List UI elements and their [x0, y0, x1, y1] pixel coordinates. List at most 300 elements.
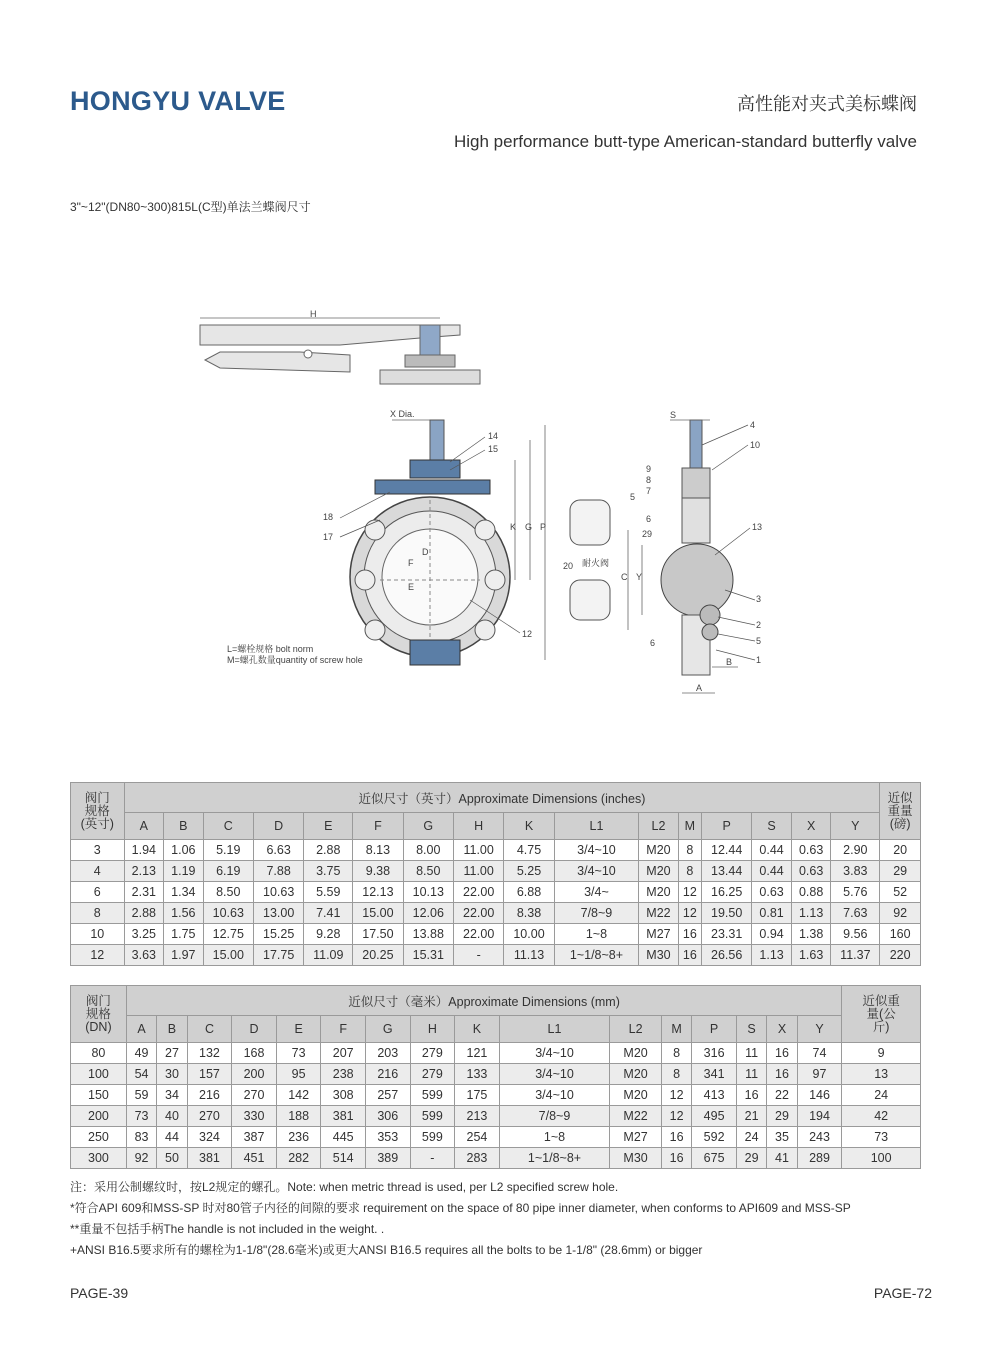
table-cell: 16: [678, 924, 701, 945]
table-cell: 3/4~10: [499, 1085, 610, 1106]
table-cell: 8.50: [203, 882, 253, 903]
table-cell: 1.75: [164, 924, 204, 945]
table-cell: 15.31: [403, 945, 453, 966]
table-cell: 220: [880, 945, 921, 966]
table-cell: 6.19: [203, 861, 253, 882]
column-header: E: [304, 813, 353, 840]
weight-header: [880, 783, 921, 840]
table-cell: 20: [880, 840, 921, 861]
table-cell: 21: [736, 1106, 766, 1127]
dim-label-d: D: [422, 547, 429, 557]
column-header: Y: [797, 1016, 842, 1043]
table-cell: M20: [610, 1085, 662, 1106]
table-cell: M20: [639, 882, 679, 903]
table-cell: 50: [157, 1148, 187, 1169]
table-cell: 10.63: [253, 882, 303, 903]
table-cell: 6.88: [504, 882, 554, 903]
table-cell: 381: [321, 1106, 366, 1127]
table-cell: 12.44: [701, 840, 751, 861]
table-cell: 2.88: [124, 903, 164, 924]
table-cell: 142: [276, 1085, 321, 1106]
column-header: F: [353, 813, 403, 840]
size-header-line: (DN): [85, 1019, 112, 1034]
table-cell: 1.97: [164, 945, 204, 966]
table-cell: 9.38: [353, 861, 403, 882]
column-header: L1: [554, 813, 639, 840]
table-cell: 15.00: [203, 945, 253, 966]
table-cell: 413: [692, 1085, 737, 1106]
table-cell: 13: [842, 1064, 921, 1085]
table-cell: 11.09: [304, 945, 353, 966]
dim-label-a: A: [696, 683, 703, 693]
table-cell: 1.06: [164, 840, 204, 861]
table-cell: 324: [187, 1127, 232, 1148]
part-4: 4: [750, 420, 756, 430]
column-header: L2: [639, 813, 679, 840]
table-cell: 7.63: [831, 903, 880, 924]
table-cell: 92: [880, 903, 921, 924]
table-cell: 0.44: [752, 840, 792, 861]
table-cell: 0.88: [791, 882, 831, 903]
column-header: B: [164, 813, 204, 840]
table-cell: 283: [455, 1148, 500, 1169]
dim-label-e: E: [408, 582, 415, 592]
part-6b: 6: [650, 638, 656, 648]
table-cell: 2.90: [831, 840, 880, 861]
table-cell: 6: [71, 882, 125, 903]
table-cell: 289: [797, 1148, 842, 1169]
weight-header-line: 量(公: [866, 1006, 896, 1021]
table-cell: 23.31: [701, 924, 751, 945]
table-cell: 316: [692, 1043, 737, 1064]
table-cell: 0.44: [752, 861, 792, 882]
table-cell: 10.63: [203, 903, 253, 924]
table-cell: 15.25: [253, 924, 303, 945]
part-12: 12: [522, 629, 533, 639]
table-cell: 11.00: [453, 840, 503, 861]
table-cell: 12: [71, 945, 125, 966]
table-cell: 29: [736, 1148, 766, 1169]
note-line: *符合API 609和MSS-SP 时对80管子内径的间隙的要求 requirement on the space of 80 pipe inner diameter, when conforms to API609 and MSS-SP: [70, 1201, 851, 1215]
column-header: F: [321, 1016, 366, 1043]
table-cell: 3/4~: [554, 882, 639, 903]
table-row: [71, 1085, 921, 1106]
part-9: 9: [646, 464, 652, 474]
table-cell: 213: [455, 1106, 500, 1127]
table-cell: 16.25: [701, 882, 751, 903]
table-cell: 599: [410, 1085, 455, 1106]
part-1: 1: [756, 655, 762, 665]
weight-header: [842, 986, 921, 1043]
part-8: 8: [646, 475, 652, 485]
weight-header-line: 近似重: [862, 993, 900, 1008]
part-18: 18: [323, 512, 334, 522]
page-number-left: PAGE-39: [70, 1285, 129, 1301]
weight-header-line: 近似: [887, 790, 913, 805]
dim-label-g: G: [525, 522, 533, 532]
table-cell: M30: [639, 945, 679, 966]
table-cell: 188: [276, 1106, 321, 1127]
table-cell: 279: [410, 1043, 455, 1064]
table-cell: 22: [767, 1085, 797, 1106]
part-3: 3: [756, 594, 762, 604]
dim-label-s: S: [670, 410, 677, 420]
table-cell: 5.59: [304, 882, 353, 903]
table-cell: M27: [610, 1127, 662, 1148]
table-row: [71, 945, 921, 966]
table-cell: 3: [71, 840, 125, 861]
table-cell: 12: [661, 1085, 691, 1106]
table-cell: 4: [71, 861, 125, 882]
table-cell: 52: [880, 882, 921, 903]
column-header: P: [692, 1016, 737, 1043]
table-cell: 11.00: [453, 861, 503, 882]
table-cell: 73: [842, 1127, 921, 1148]
table-row: [71, 861, 921, 882]
table-cell: 592: [692, 1127, 737, 1148]
table-cell: 3/4~10: [554, 840, 639, 861]
valve-front-view: [350, 420, 510, 665]
column-header: A: [124, 813, 164, 840]
column-header: E: [276, 1016, 321, 1043]
dim-label-k: K: [510, 522, 517, 532]
table-cell: 257: [365, 1085, 410, 1106]
table-cell: 254: [455, 1127, 500, 1148]
table-cell: 30: [157, 1064, 187, 1085]
note-line: +ANSI B16.5要求所有的螺栓为1-1/8"(28.6毫米)或更大ANSI B16.5 requires all the bolts to be 1-1/8" (28.6mm) or bigger: [70, 1243, 703, 1257]
column-header: G: [365, 1016, 410, 1043]
table-cell: 16: [736, 1085, 766, 1106]
table-row: [71, 903, 921, 924]
table-cell: 8.13: [353, 840, 403, 861]
table-cell: 599: [410, 1106, 455, 1127]
table-cell: 12: [678, 903, 701, 924]
table-cell: M22: [610, 1106, 662, 1127]
table-cell: 97: [797, 1064, 842, 1085]
table-cell: 207: [321, 1043, 366, 1064]
table-cell: 16: [767, 1064, 797, 1085]
table-cell: M20: [610, 1064, 662, 1085]
column-header: A: [126, 1016, 156, 1043]
dim-label-h: H: [310, 309, 317, 319]
valve-side-view: [570, 420, 733, 675]
table-cell: 95: [276, 1064, 321, 1085]
part-17: 17: [323, 532, 334, 542]
table-cell: 42: [842, 1106, 921, 1127]
size-header-line: 规格: [84, 803, 110, 818]
table-cell: 8.00: [403, 840, 453, 861]
table-row: [71, 924, 921, 945]
table-cell: 238: [321, 1064, 366, 1085]
table-cell: 12: [661, 1106, 691, 1127]
table-cell: 1.19: [164, 861, 204, 882]
table-cell: 216: [187, 1085, 232, 1106]
table-cell: 1.94: [124, 840, 164, 861]
table-cell: 8: [71, 903, 125, 924]
column-header: S: [752, 813, 792, 840]
table-cell: 514: [321, 1148, 366, 1169]
weight-header-line: (磅): [889, 816, 911, 831]
table-cell: 306: [365, 1106, 410, 1127]
table-cell: 10.00: [504, 924, 554, 945]
table-cell: 168: [232, 1043, 277, 1064]
table-cell: 200: [71, 1106, 127, 1127]
table-cell: 1.34: [164, 882, 204, 903]
part-2: 2: [756, 620, 762, 630]
table-cell: 8: [661, 1043, 691, 1064]
table-cell: 16: [661, 1127, 691, 1148]
table-cell: 7/8~9: [499, 1106, 610, 1127]
table-cell: 4.75: [504, 840, 554, 861]
table-cell: 451: [232, 1148, 277, 1169]
column-header: M: [661, 1016, 691, 1043]
table-row: [71, 1043, 921, 1064]
column-header: L1: [499, 1016, 610, 1043]
table-cell: 381: [187, 1148, 232, 1169]
column-header: M: [678, 813, 701, 840]
table-cell: 8: [678, 861, 701, 882]
table-cell: 40: [157, 1106, 187, 1127]
table-cell: 41: [767, 1148, 797, 1169]
column-header: D: [253, 813, 303, 840]
table-cell: 1~8: [554, 924, 639, 945]
column-header: C: [187, 1016, 232, 1043]
table-cell: 34: [157, 1085, 187, 1106]
table-cell: 0.63: [752, 882, 792, 903]
title-chinese: 高性能对夹式美标蝶阀: [737, 94, 917, 114]
table-cell: 3/4~10: [499, 1064, 610, 1085]
table-cell: 100: [842, 1148, 921, 1169]
table-cell: 35: [767, 1127, 797, 1148]
table-cell: 59: [126, 1085, 156, 1106]
table-cell: 203: [365, 1043, 410, 1064]
dimensions-table-mm: [70, 985, 921, 1169]
table-cell: 121: [455, 1043, 500, 1064]
table-cell: M20: [610, 1043, 662, 1064]
table-cell: 44: [157, 1127, 187, 1148]
table-cell: 7/8~9: [554, 903, 639, 924]
page-number-right: PAGE-72: [873, 1285, 932, 1301]
note-line: 注：采用公制螺纹时，按L2规定的螺孔。Note: when metric thread is used, per L2 specified screw hole.: [70, 1180, 619, 1194]
table-row: [71, 1127, 921, 1148]
table-cell: 3.83: [831, 861, 880, 882]
table-cell: 389: [365, 1148, 410, 1169]
table-cell: 282: [276, 1148, 321, 1169]
note-line: **重量不包括手柄The handle is not included in the weight. .: [70, 1222, 385, 1236]
fireproof-label: 耐火阀: [582, 558, 610, 568]
table-cell: 73: [276, 1043, 321, 1064]
part-14: 14: [488, 431, 499, 441]
table-cell: 27: [157, 1043, 187, 1064]
column-header: D: [232, 1016, 277, 1043]
part-6a: 6: [646, 514, 652, 524]
table-cell: 1~1/8~8+: [554, 945, 639, 966]
table-cell: 2.13: [124, 861, 164, 882]
column-header: S: [736, 1016, 766, 1043]
table-cell: 9.28: [304, 924, 353, 945]
table-cell: 3/4~10: [499, 1043, 610, 1064]
table-cell: 1.13: [752, 945, 792, 966]
part-29: 29: [642, 529, 653, 539]
table-row: [71, 1148, 921, 1169]
table-cell: 11: [736, 1043, 766, 1064]
part-15: 15: [488, 444, 499, 454]
dim-label-c: C: [621, 572, 628, 582]
table-cell: -: [453, 945, 503, 966]
size-header-line: 阀门: [84, 790, 110, 805]
column-header: B: [157, 1016, 187, 1043]
drawing-caption: 3"~12"(DN80~300)815L(C型)单法兰蝶阀尺寸: [70, 200, 311, 214]
table-cell: 13.88: [403, 924, 453, 945]
table-cell: 160: [880, 924, 921, 945]
table-cell: -: [410, 1148, 455, 1169]
part-10: 10: [750, 440, 761, 450]
size-header-line: 阀门: [85, 993, 111, 1008]
table-cell: 8: [661, 1064, 691, 1085]
table-cell: 29: [767, 1106, 797, 1127]
table-cell: 11.13: [504, 945, 554, 966]
table-cell: 29: [880, 861, 921, 882]
brand-title: HONGYU VALVE: [70, 86, 286, 116]
table-cell: 1.56: [164, 903, 204, 924]
table-cell: 133: [455, 1064, 500, 1085]
handle-drawing: [200, 325, 480, 384]
table-cell: 3.25: [124, 924, 164, 945]
column-header: Y: [831, 813, 880, 840]
table-cell: 3.75: [304, 861, 353, 882]
table-cell: 22.00: [453, 903, 503, 924]
table-cell: 16: [767, 1043, 797, 1064]
table-cell: 495: [692, 1106, 737, 1127]
table-cell: M20: [639, 861, 679, 882]
part-13: 13: [752, 522, 763, 532]
table-cell: 16: [661, 1148, 691, 1169]
table-cell: 8: [678, 840, 701, 861]
table-cell: 3.63: [124, 945, 164, 966]
table-cell: 10: [71, 924, 125, 945]
column-header: X: [767, 1016, 797, 1043]
table-cell: 216: [365, 1064, 410, 1085]
table-cell: 270: [232, 1085, 277, 1106]
legend-l: L=螺栓规格 bolt norm: [227, 644, 314, 654]
column-header: C: [203, 813, 253, 840]
table-cell: 0.94: [752, 924, 792, 945]
table-cell: 10.13: [403, 882, 453, 903]
table-cell: 11: [736, 1064, 766, 1085]
table-cell: 157: [187, 1064, 232, 1085]
table-cell: M30: [610, 1148, 662, 1169]
table-cell: 26.56: [701, 945, 751, 966]
dim-label-f: F: [408, 558, 414, 568]
part-7: 7: [646, 486, 652, 496]
notes: [70, 1177, 851, 1261]
column-header: H: [410, 1016, 455, 1043]
table-cell: 8.38: [504, 903, 554, 924]
table-row: [71, 882, 921, 903]
table-cell: 12.13: [353, 882, 403, 903]
table-cell: 194: [797, 1106, 842, 1127]
table-cell: 22.00: [453, 924, 503, 945]
table-title: 近似尺寸（英寸）Approximate Dimensions (inches): [124, 783, 880, 813]
table-cell: 12.06: [403, 903, 453, 924]
table-cell: 16: [678, 945, 701, 966]
table-cell: 13.00: [253, 903, 303, 924]
table-cell: 20.25: [353, 945, 403, 966]
table-title: 近似尺寸（毫米）Approximate Dimensions (mm): [126, 986, 841, 1016]
weight-header-line: 斤): [872, 1019, 890, 1034]
table-cell: 5.25: [504, 861, 554, 882]
table-cell: 0.63: [791, 861, 831, 882]
table-cell: 5.19: [203, 840, 253, 861]
size-header-line: 规格: [85, 1006, 111, 1021]
table-cell: 24: [842, 1085, 921, 1106]
table-row: [71, 840, 921, 861]
column-header: G: [403, 813, 453, 840]
table-cell: 599: [410, 1127, 455, 1148]
table-cell: 2.31: [124, 882, 164, 903]
part-5a: 5: [630, 492, 636, 502]
dim-label-b: B: [726, 657, 733, 667]
table-cell: 11.37: [831, 945, 880, 966]
size-header: [71, 986, 127, 1043]
table-cell: 2.88: [304, 840, 353, 861]
table-cell: 49: [126, 1043, 156, 1064]
table-cell: 92: [126, 1148, 156, 1169]
table-cell: 1~1/8~8+: [499, 1148, 610, 1169]
part-5b: 5: [756, 636, 762, 646]
title-english: High performance butt-type American-standard butterfly valve: [453, 132, 917, 151]
table-cell: 83: [126, 1127, 156, 1148]
table-cell: 6.63: [253, 840, 303, 861]
size-header-line: (英寸): [80, 816, 114, 831]
column-header: P: [701, 813, 751, 840]
table-cell: 279: [410, 1064, 455, 1085]
part-20: 20: [563, 561, 574, 571]
table-cell: 5.76: [831, 882, 880, 903]
table-cell: 54: [126, 1064, 156, 1085]
table-cell: 353: [365, 1127, 410, 1148]
table-cell: 270: [187, 1106, 232, 1127]
table-cell: 445: [321, 1127, 366, 1148]
table-row: [71, 1106, 921, 1127]
table-cell: 250: [71, 1127, 127, 1148]
table-cell: 9.56: [831, 924, 880, 945]
table-cell: 675: [692, 1148, 737, 1169]
column-header: L2: [610, 1016, 662, 1043]
size-header: [71, 783, 125, 840]
table-cell: 3/4~10: [554, 861, 639, 882]
table-cell: 175: [455, 1085, 500, 1106]
table-cell: 1~8: [499, 1127, 610, 1148]
table-cell: 132: [187, 1043, 232, 1064]
table-cell: 308: [321, 1085, 366, 1106]
table-cell: 341: [692, 1064, 737, 1085]
table-cell: 19.50: [701, 903, 751, 924]
table-cell: 13.44: [701, 861, 751, 882]
table-cell: 7.88: [253, 861, 303, 882]
table-cell: 12: [678, 882, 701, 903]
table-cell: 1.38: [791, 924, 831, 945]
table-cell: 243: [797, 1127, 842, 1148]
table-cell: M27: [639, 924, 679, 945]
dim-label-p: P: [540, 522, 547, 532]
column-header: K: [455, 1016, 500, 1043]
dimensions-table-inches: [70, 782, 921, 966]
table-cell: 0.63: [791, 840, 831, 861]
legend-m: M=螺孔数量quantity of screw hole: [227, 655, 363, 665]
table-cell: 1.63: [791, 945, 831, 966]
table-cell: 150: [71, 1085, 127, 1106]
